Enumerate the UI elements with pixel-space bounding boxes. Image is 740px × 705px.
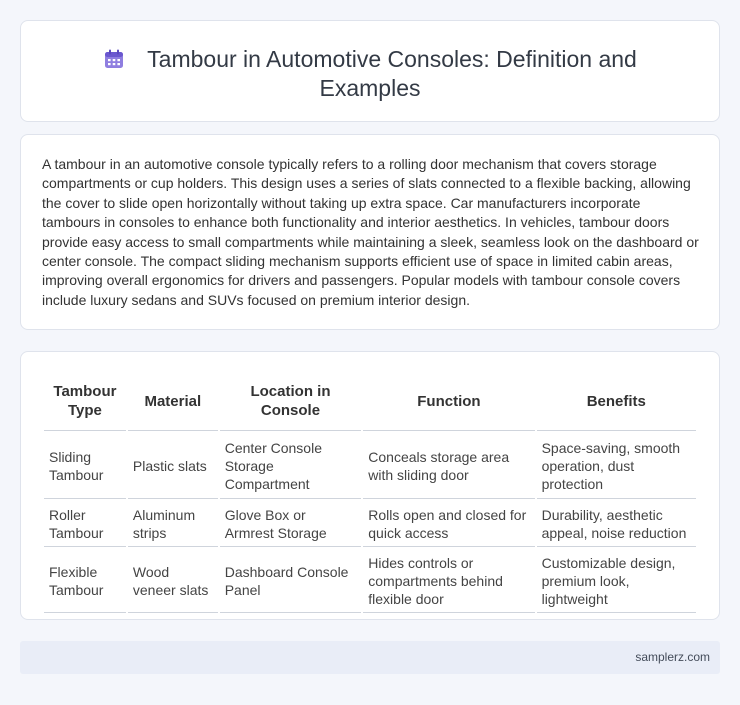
cell-location: Center Console Storage Compartment [220,431,362,499]
cell-material: Aluminum strips [128,499,218,547]
table-row [44,547,696,613]
cell-type: Sliding Tambour [44,431,126,499]
footer-site-link[interactable]: samplerz.com [635,650,710,664]
table-row [44,431,696,499]
cell-location: Dashboard Console Panel [220,547,362,613]
description-text: A tambour in an automotive console typically refers to a rolling door mechanism that covers storage compartments or cup holders. This design uses a series of slats connected to a flexible backing, allowing the cover to slide open horizontally without taking up extra space. Car manufacturers incorporate tambours in consoles to enhance both functionality and interior aesthetics. In vehicles, tambour doors provide easy access to small compartments while maintaining a sleek, seamless look on the dashboard or center console. The compact sliding mechanism supports efficient use of space in limited cabin areas, improving overall ergonomics for drivers and passengers. Popular models with tambour console covers include luxury sedans and SUVs focused on premium interior design. [42,156,699,308]
header-benefits: Benefits [537,368,696,431]
description-card [20,134,720,330]
table-card [20,351,720,620]
cell-function: Conceals storage area with sliding door [363,431,534,499]
header-tambour-type: Tambour Type [44,368,126,431]
table-header-row [44,368,696,431]
cell-function: Rolls open and closed for quick access [363,499,534,547]
cell-type: Roller Tambour [44,499,126,547]
cell-type: Flexible Tambour [44,547,126,613]
header-material: Material [128,368,218,431]
title-line-1: Tambour in Automotive Consoles: Definition and [147,46,637,72]
header-function: Function [363,368,534,431]
title-card [20,20,720,122]
title-line-2: Examples [319,75,421,101]
cell-benefits: Space-saving, smooth operation, dust protection [537,431,696,499]
cell-benefits: Customizable design, premium look, lightweight [537,547,696,613]
cell-function: Hides controls or compartments behind flexible door [363,547,534,613]
cell-location: Glove Box or Armrest Storage [220,499,362,547]
tambour-table [42,368,698,613]
footer [20,641,720,674]
cell-material: Plastic slats [128,431,218,499]
calendar-icon [103,48,125,70]
header-location: Location in Console [220,368,362,431]
cell-material: Wood veneer slats [128,547,218,613]
table-row [44,499,696,547]
cell-benefits: Durability, aesthetic appeal, noise reduction [537,499,696,547]
page-title [21,45,719,103]
